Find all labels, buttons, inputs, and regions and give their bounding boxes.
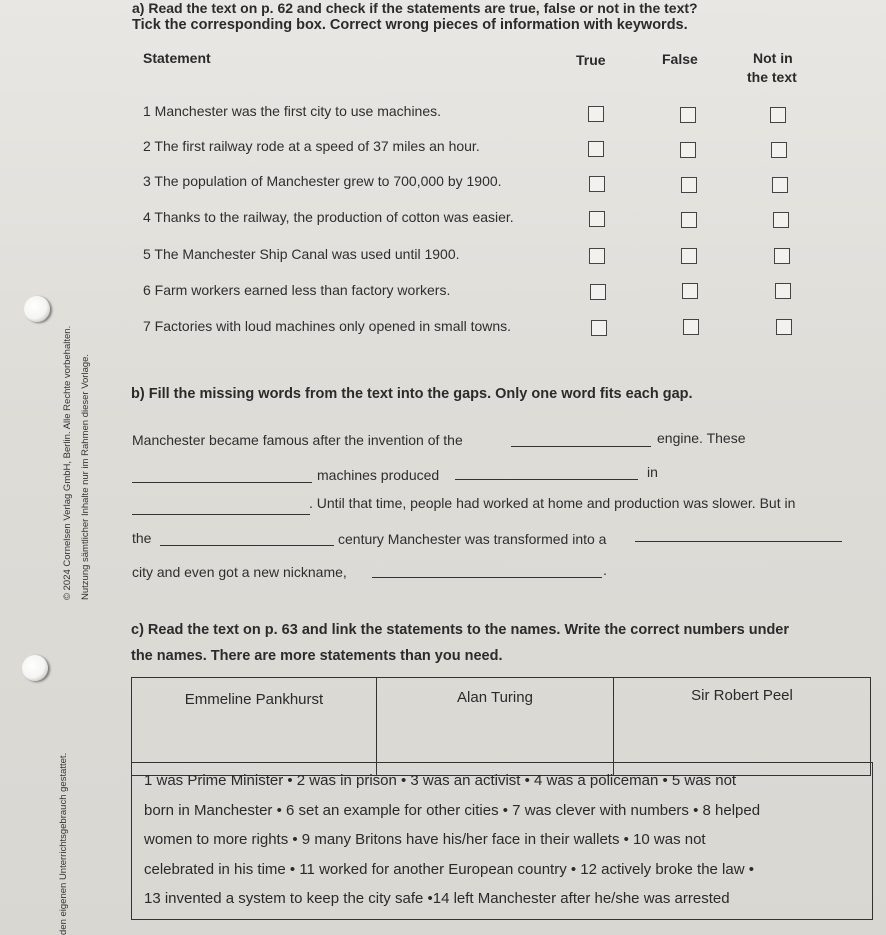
checkbox-4-false[interactable] bbox=[681, 212, 697, 228]
gap-3[interactable] bbox=[455, 479, 638, 480]
part-c-instruction-line1: c) Read the text on p. 63 and link the statements to the names. Write the correct numbers under bbox=[131, 622, 790, 638]
name-cell-pankhurst[interactable] bbox=[132, 678, 377, 776]
checkbox-1-not-in-text[interactable] bbox=[770, 107, 786, 123]
header-not-in-line2: the text bbox=[747, 69, 797, 85]
name-pankhurst: Emmeline Pankhurst bbox=[184, 691, 324, 708]
part-b-instruction: b) Fill the missing words from the text into the gaps. Only one word fits each gap. bbox=[131, 386, 693, 402]
checkbox-1-false[interactable] bbox=[680, 107, 696, 123]
statements-line-5: 13 invented a system to keep the city safe •14 left Manchester after he/she was arrested bbox=[144, 890, 730, 907]
punch-hole-top bbox=[24, 296, 50, 322]
name-turing: Alan Turing bbox=[457, 689, 533, 706]
statement-4: 4 Thanks to the railway, the production of cotton was easier. bbox=[143, 209, 514, 225]
header-false: False bbox=[662, 51, 698, 67]
statements-line-4: celebrated in his time • 11 worked for another European country • 12 actively broke the law • bbox=[144, 860, 754, 878]
checkbox-4-not-in-text[interactable] bbox=[773, 212, 789, 228]
name-peel: Sir Robert Peel bbox=[691, 687, 793, 704]
gap-2[interactable] bbox=[132, 482, 312, 483]
gap-line-1-text-a: Manchester became famous after the invention of the bbox=[132, 432, 463, 448]
checkbox-5-true[interactable] bbox=[589, 248, 605, 264]
name-cell-turing[interactable] bbox=[377, 678, 614, 776]
copyright-notice: © 2024 Cornelsen Verlag GmbH, Berlin. Alle Rechte vorbehalten. bbox=[62, 325, 73, 600]
statements-line-3: women to more rights • 9 many Britons have his/her face in their wallets • 10 was not bbox=[144, 831, 706, 848]
header-statement: Statement bbox=[143, 50, 211, 66]
statement-6: 6 Farm workers earned less than factory workers. bbox=[143, 282, 451, 298]
gap-line-2-text-b: in bbox=[647, 464, 658, 480]
gap-line-4-text-a: the bbox=[132, 530, 152, 546]
statement-7: 7 Factories with loud machines only opened in small towns. bbox=[143, 318, 512, 334]
gap-line-1-text-b: engine. These bbox=[657, 430, 746, 446]
checkbox-2-true[interactable] bbox=[588, 141, 604, 157]
gap-line-5-text-b: . bbox=[603, 562, 607, 578]
gap-5[interactable] bbox=[160, 545, 334, 546]
statement-3: 3 The population of Manchester grew to 700,000 by 1900. bbox=[143, 173, 502, 189]
header-true: True bbox=[576, 52, 606, 68]
usage-notice: Nutzung sämtlicher Inhalte nur im Rahmen dieser Vorlage. bbox=[80, 353, 91, 600]
gap-4[interactable] bbox=[132, 514, 310, 515]
gap-line-3-text: . Until that time, people had worked at home and production was slower. But in bbox=[309, 495, 796, 511]
statement-1: 1 Manchester was the first city to use machines. bbox=[143, 103, 442, 119]
gap-6[interactable] bbox=[635, 541, 842, 542]
checkbox-6-not-in-text[interactable] bbox=[775, 283, 791, 299]
statements-line-1: 1 was Prime Minister • 2 was in prison • 3 was an activist • 4 was a policeman • 5 was not bbox=[144, 772, 737, 789]
gap-line-4-text-b: century Manchester was transformed into a bbox=[338, 531, 607, 547]
checkbox-2-not-in-text[interactable] bbox=[771, 142, 787, 158]
statements-box bbox=[131, 762, 873, 920]
checkbox-6-false[interactable] bbox=[682, 283, 698, 299]
checkbox-3-false[interactable] bbox=[681, 177, 697, 193]
gap-line-2-text-a: machines produced bbox=[317, 467, 440, 483]
checkbox-6-true[interactable] bbox=[590, 284, 606, 300]
statement-2: 2 The first railway rode at a speed of 37 miles an hour. bbox=[143, 138, 480, 154]
usage-notice-bottom: den eigenen Unterrichtsgebrauch gestattet. bbox=[58, 752, 69, 935]
checkbox-1-true[interactable] bbox=[588, 106, 604, 122]
checkbox-5-false[interactable] bbox=[681, 248, 697, 264]
checkbox-7-true[interactable] bbox=[591, 320, 607, 336]
checkbox-4-true[interactable] bbox=[589, 211, 605, 227]
checkbox-5-not-in-text[interactable] bbox=[774, 248, 790, 264]
gap-7[interactable] bbox=[372, 577, 602, 578]
part-c-instruction-line2: the names. There are more statements than you need. bbox=[131, 648, 503, 664]
checkbox-3-not-in-text[interactable] bbox=[772, 177, 788, 193]
punch-hole-bottom bbox=[22, 655, 48, 681]
name-cell-peel[interactable] bbox=[614, 678, 871, 776]
statement-5: 5 The Manchester Ship Canal was used until 1900. bbox=[143, 246, 460, 262]
statements-line-2: born in Manchester • 6 set an example for other cities • 7 was clever with numbers • 8 helped bbox=[144, 801, 761, 819]
part-a-instruction-line1: a) Read the text on p. 62 and check if the statements are true, false or not in the text? bbox=[132, 0, 698, 16]
checkbox-7-false[interactable] bbox=[683, 319, 699, 335]
checkbox-3-true[interactable] bbox=[589, 176, 605, 192]
checkbox-7-not-in-text[interactable] bbox=[776, 319, 792, 335]
checkbox-2-false[interactable] bbox=[680, 142, 696, 158]
header-not-in-line1: Not in bbox=[753, 50, 793, 66]
gap-1[interactable] bbox=[511, 446, 651, 447]
gap-line-5-text-a: city and even got a new nickname, bbox=[132, 564, 347, 580]
part-a-instruction-line2: Tick the corresponding box. Correct wrong pieces of information with keywords. bbox=[132, 17, 688, 33]
